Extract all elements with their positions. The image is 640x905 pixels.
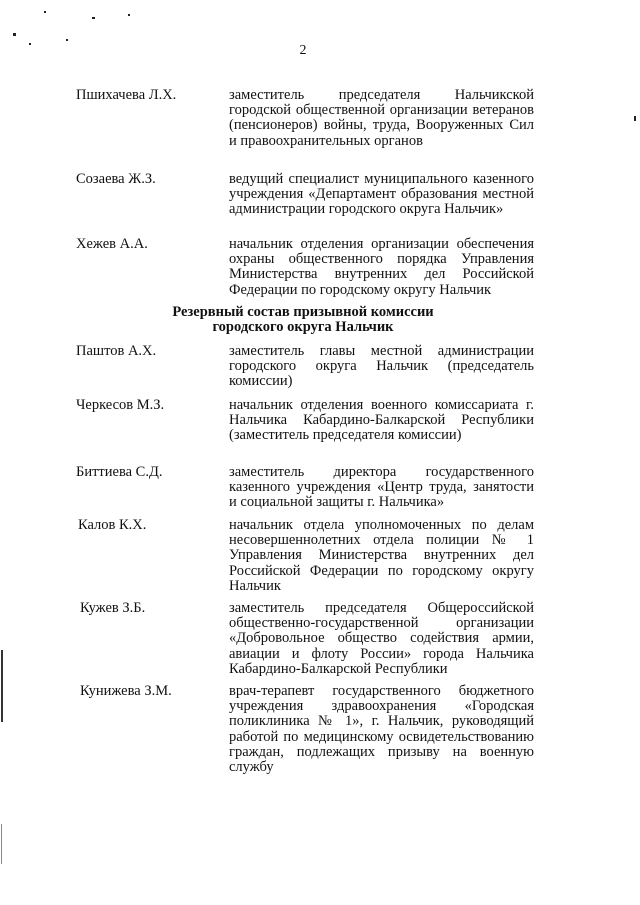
member-role: заместитель главы местной администрации городского округа Нальчик (председатель комиссии) <box>229 343 534 390</box>
member-role: врач-терапевт государственного бюджетного учреждения здравоохранения «Городская поликлиника № 1», г. Нальчик, руководящий работой по медицинскому освидетельствованию граждан, подлежащих призыву на военную службу <box>229 683 534 776</box>
member-name: Созаева Ж.З. <box>76 171 156 187</box>
member-name: Калов К.Х. <box>78 517 147 533</box>
member-role: начальник отделения организации обеспечения охраны общественного порядка Управления Министерства внутренних дел Российской Федерации по городскому округу Нальчик <box>229 236 534 298</box>
member-name: Черкесов М.З. <box>76 397 165 413</box>
page-number: 2 <box>299 43 307 58</box>
reserve-heading <box>0 305 606 335</box>
member-role: начальник отделения военного комиссариата г. Нальчика Кабардино-Балкарской Республики (заместитель председателя комиссии) <box>229 397 534 444</box>
member-role: начальник отдела уполномоченных по делам несовершеннолетних отдела полиции № 1 Управления Министерства внутренних дел Российской Федерации по городскому округу Нальчик <box>229 517 534 594</box>
member-role: заместитель председателя Общероссийской общественно-государственной организации «Добровольное общество содействия армии, авиации и флоту России» города Нальчика Кабардино-Балкарской Республики <box>229 600 534 677</box>
member-role: заместитель председателя Нальчикской городской общественной организации ветеранов (пенсионеров) войны, труда, Вооруженных Сил и правоохранительных органов <box>229 87 534 149</box>
reserve-heading-line2: городского округа Нальчик <box>212 319 394 335</box>
member-name: Биттиева С.Д. <box>76 464 163 480</box>
reserve-heading-line1: Резервный состав призывной комиссии <box>172 304 434 320</box>
scan-edge-mark <box>1 650 3 722</box>
scan-edge-mark <box>1 824 2 864</box>
member-name: Кужев З.Б. <box>80 600 146 616</box>
member-name: Пшихачева Л.Х. <box>76 87 177 103</box>
member-name: Кунижева З.М. <box>80 683 172 699</box>
member-name: Хежев А.А. <box>76 236 148 252</box>
member-role: заместитель директора государственного казенного учреждения «Центр труда, занятости и социальной защиты г. Нальчика» <box>229 464 534 511</box>
member-name: Паштов А.Х. <box>76 343 157 359</box>
member-role: ведущий специалист муниципального казенного учреждения «Департамент образования местной администрации городского округа Нальчик» <box>229 171 534 218</box>
